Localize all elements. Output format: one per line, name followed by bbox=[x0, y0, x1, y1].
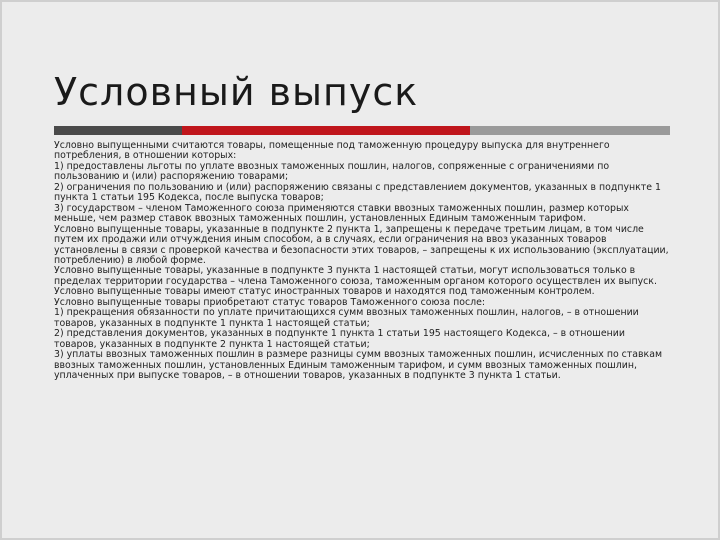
slide-body bbox=[54, 141, 670, 381]
paragraph: Условно выпущенные товары, указанные в подпункте 2 пункта 1, запрещены к передаче третьим лицам, в том числе путем их продажи или отчуждения иным способом, а в случаях, если ограничения на ввоз указанных товаров установлены в связи с проверкой качества и безопасности этих товаров, – запрещены к их использованию (эксплуатации, потреблению) в любой форме. bbox=[54, 223, 669, 266]
paragraph: Условно выпущенные товары приобретают статус товаров Таможенного союза после: bbox=[54, 296, 486, 308]
slide-title: Условный выпуск bbox=[54, 70, 419, 114]
paragraph: 1) предоставлены льготы по уплате ввозных таможенных пошлин, налогов, сопряженные с ограничениями по пользованию и (или) распоряжению товарами; bbox=[54, 160, 610, 183]
paragraph: Условно выпущенными считаются товары, помещенные под таможенную процедуру выпуска для внутреннего потребления, в отношении которых: bbox=[54, 140, 610, 162]
underline-red-segment bbox=[182, 126, 470, 135]
paragraph: Условно выпущенные товары, указанные в подпункте 3 пункта 1 настоящей статьи, могут использоваться только в пределах территории государства – члена Таможенного союза, таможенным органом которого осуществлен их выпуск. bbox=[54, 265, 657, 287]
underline-light-segment bbox=[470, 126, 670, 135]
title-underline bbox=[54, 126, 670, 135]
paragraph: 2) представления документов, указанных в подпункте 1 пункта 1 статьи 195 настоящего Кодекса, – в отношении товаров, указанных в подпункте 2 пункта 1 настоящей статьи; bbox=[54, 328, 625, 350]
paragraph: 2) ограничения по пользованию и (или) распоряжению связаны с представлением документов, указанных в подпункте 1 пункта 1 статьи 195 Кодекса, после выпуска товаров; bbox=[54, 181, 661, 204]
paragraph: 3) государством – членом Таможенного союза применяются ставки ввозных таможенных пошлин, размер которых меньше, чем размер ставок ввозных таможенных пошлин, установленных Единым таможенным тарифом. bbox=[54, 202, 629, 225]
underline-dark-segment bbox=[54, 126, 182, 135]
paragraph: Условно выпущенные товары имеют статус иностранных товаров и находятся под таможенным контролем. bbox=[54, 286, 595, 298]
paragraph: 1) прекращения обязанности по уплате причитающихся сумм ввозных таможенных пошлин, налогов, – в отношении товаров, указанных в подпункте 1 пункта 1 настоящей статьи; bbox=[54, 307, 639, 329]
paragraph: 3) уплаты ввозных таможенных пошлин в размере разницы сумм ввозных таможенных пошлин, исчисленных по ставкам ввозных таможенных пошлин, установленных Единым таможенным тарифом, и сумм ввозных таможенных пошлин, уплаченных при выпуске товаров, – в отношении товаров, указанных в подпункте 3 пункта 1 статьи. bbox=[54, 349, 663, 381]
